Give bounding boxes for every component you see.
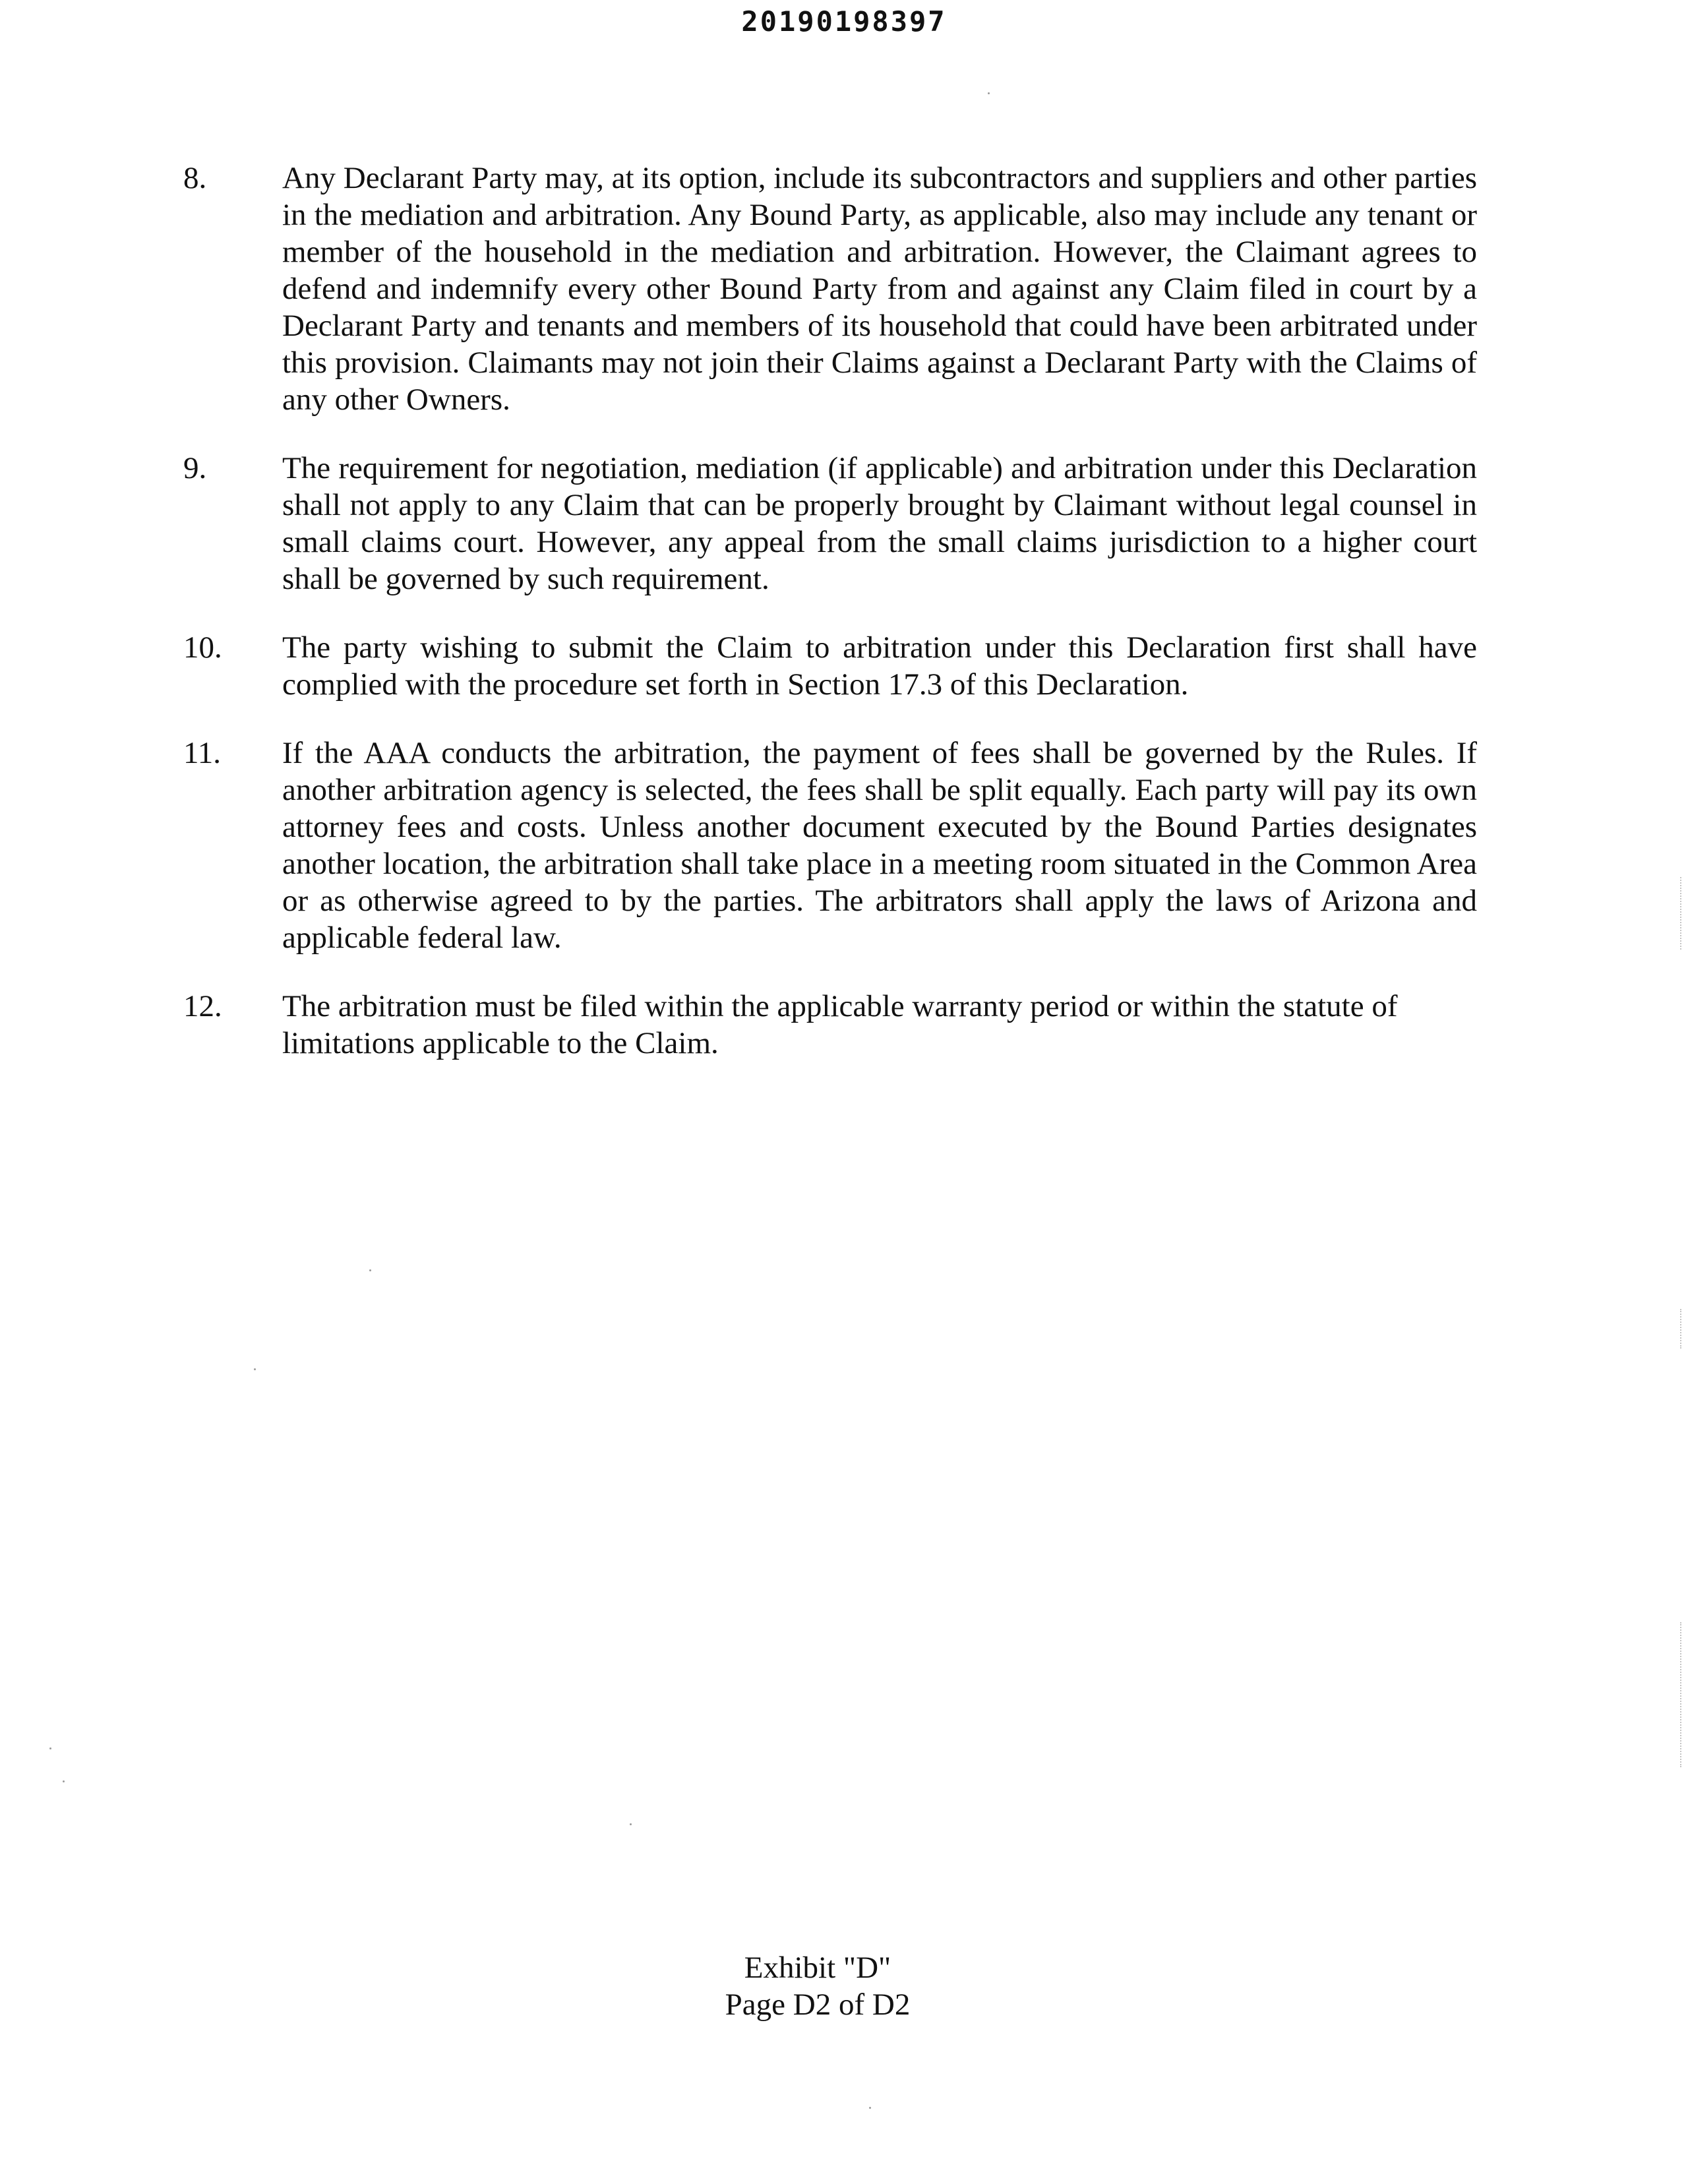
document-number: 20190198397 <box>741 5 947 38</box>
provision-number: 8. <box>183 161 207 195</box>
exhibit-label: Exhibit "D" <box>744 1951 891 1985</box>
provision-item <box>183 629 1477 703</box>
scan-speck <box>254 1368 256 1370</box>
page-number: Page D2 of D2 <box>725 1987 911 2022</box>
scan-speck <box>630 1823 632 1825</box>
provision-item <box>183 735 1477 956</box>
provision-number: 12. <box>183 989 222 1023</box>
provision-text: The requirement for negotiation, mediation (if applicable) and arbitration under this Declaration shall not apply to any Claim that can be properly brought by Claimant without legal counsel in small claims court. However, any appeal from the small claims jurisdiction to a higher court shall be governed by such requirement. <box>282 451 1477 596</box>
numbered-provisions <box>183 160 1477 1093</box>
page-footer <box>0 1949 1635 2023</box>
provision-number: 9. <box>183 451 207 485</box>
scan-speck <box>369 1269 371 1271</box>
scan-edge-marks <box>1680 1622 1683 1767</box>
provision-number: 10. <box>183 630 222 665</box>
scan-speck <box>49 1747 51 1749</box>
scan-edge-marks <box>1680 1309 1683 1349</box>
provision-text: The party wishing to submit the Claim to arbitration under this Declaration first shall have complied with the procedure set forth in Section 17.3 of this Declaration. <box>282 630 1477 702</box>
provision-item <box>183 988 1477 1062</box>
provision-text: The arbitration must be filed within the applicable warranty period or within the statute of limitations applicable to the Claim. <box>282 989 1398 1060</box>
provision-item <box>183 160 1477 418</box>
provision-number: 11. <box>183 736 222 770</box>
scan-speck <box>63 1780 65 1782</box>
provision-text: Any Declarant Party may, at its option, include its subcontractors and suppliers and other parties in the mediation and arbitration. Any Bound Party, as applicable, also may include any tenant or member of the household in the mediation and arbitration. However, the Claimant agrees to defend and indemnify every other Bound Party from and against any Claim filed in court by a Declarant Party and tenants and members of its household that could have been arbitrated under this provision. Claimants may not join their Claims against a Declarant Party with the Claims of any other Owners. <box>282 161 1477 417</box>
scan-speck <box>869 2107 871 2109</box>
provision-item <box>183 450 1477 597</box>
scan-edge-marks <box>1680 877 1683 950</box>
provision-text: If the AAA conducts the arbitration, the payment of fees shall be governed by the Rules. If another arbitration agency is selected, the fees shall be split equally. Each party will pay its own attorney fees and costs. Unless another document executed by the Bound Parties designates another location, the arbitration shall take place in a meeting room situated in the Common Area or as otherwise agreed to by the parties. The arbitrators shall apply the laws of Arizona and applicable federal law. <box>282 736 1477 955</box>
scan-speck <box>988 92 990 94</box>
